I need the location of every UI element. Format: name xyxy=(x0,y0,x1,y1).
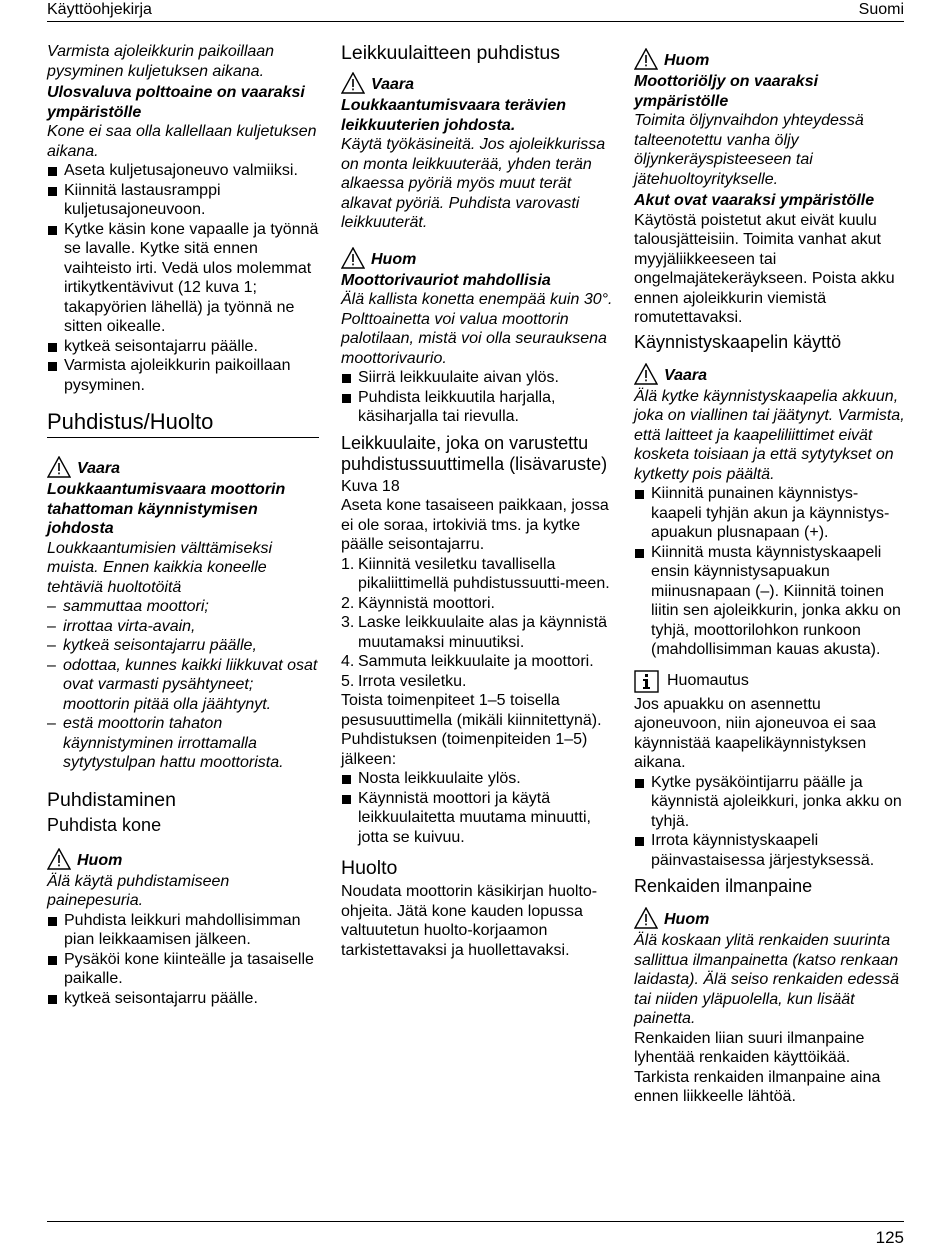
list-item: Pysäköi kone kiinteälle ja tasaiselle paikalle. xyxy=(47,950,319,989)
danger-title: Loukkaantumisvaara terävien leikkuuterien johdosta. xyxy=(341,97,566,134)
list-item: Siirrä leikkuulaite aivan ylös. xyxy=(341,368,613,388)
battery-title: Akut ovat vaaraksi ympäristölle xyxy=(634,192,875,209)
note-label: Huom xyxy=(77,851,123,869)
repeat-text: Toista toimenpiteet 1–5 toisella pesusuuttimella (mikäli kiinnitettynä). xyxy=(341,692,602,729)
warning-triangle-icon xyxy=(634,363,658,385)
list-item xyxy=(341,594,613,614)
tire-text: Renkaiden liian suuri ilmanpaine lyhentää renkaiden käyttöikää. Tarkista renkaiden ilmanpaine aina ennen liikkeelle lähtöä. xyxy=(634,1029,881,1105)
list-item: Irrota käynnistyskaapeli päinvastaisessa järjestyksessä. xyxy=(634,831,906,870)
list-item: Puhdista leikkuri mahdollisimman pian leikkaamisen jälkeen. xyxy=(47,911,319,950)
list-item: Varmista ajoleikkurin paikoillaan pysyminen. xyxy=(47,356,319,395)
info-icon xyxy=(634,670,659,693)
danger-label: Vaara xyxy=(371,76,414,93)
list-item xyxy=(341,652,613,672)
note-title: Moottorivauriot mahdollisia xyxy=(341,271,551,289)
after-cleaning-text: Puhdistuksen (toimenpiteiden 1–5) jälkeen: xyxy=(341,731,588,768)
list-item: Käynnistä moottori ja käytä leikkuulaitetta muutama minuutti, jotta se kuivuu. xyxy=(341,789,613,848)
warning-triangle-icon xyxy=(47,848,71,870)
page-number: 125 xyxy=(875,1228,904,1247)
step-number: 4. xyxy=(341,653,355,670)
washer-text: Aseta kone tasaiseen paikkaan, jossa ei ole soraa, irtokiviä tms. ja kytke päälle seisontajarru. xyxy=(341,497,609,553)
figure-reference: Kuva 18 xyxy=(341,477,400,495)
step-number: 2. xyxy=(341,594,355,612)
step-number: 3. xyxy=(341,614,355,631)
danger-heading xyxy=(47,456,319,478)
info-heading xyxy=(634,670,906,693)
danger-heading xyxy=(634,363,906,385)
page-header xyxy=(47,0,904,22)
list-item: Kytke pysäköintijarru päälle ja käynnistä ajoleikkuri, jonka akku on tyhjä. xyxy=(634,773,906,832)
tire-note-text: Älä koskaan ylitä renkaiden suurinta sallittua ilmanpainetta (katso renkaan laidasta). Älä seiso renkaiden edessä tai niiden yläpuolella, kun lisäät painetta. xyxy=(634,932,900,1027)
list-item: Kiinnitä punainen käynnistys-kaapeli tyhjän akun ja käynnistys-apuakun plusnapaan (+). xyxy=(634,484,906,543)
jump-cable-title: Käynnistyskaapelin käyttö xyxy=(634,331,842,352)
info-text: Jos apuakku on asennettu ajoneuvoon, niin ajoneuvoa ei saa käynnistää kaapelikäynnistyksen aikana. xyxy=(634,695,876,771)
list-item: – odottaa, kunnes kaikki liikkuvat osat ovat varmasti pysähtyneet; moottorin pitää olla jäähtynyt. xyxy=(47,656,319,715)
step-number: 1. xyxy=(341,555,355,573)
list-item: – sammuttaa moottori; xyxy=(47,597,319,617)
step-text: Irrota vesiletku. xyxy=(358,672,467,690)
footer-divider xyxy=(47,1221,904,1222)
danger-text: Käytä työkäsineitä. Jos ajoleikkurissa on monta leikkuuterää, yhden terän alkaessa pyöriä myös muut terät alkavat pyöriä. Puhdista varovasti leikkuuterät. xyxy=(341,136,606,231)
fuel-warning-text: Kone ei saa olla kallellaan kuljetuksen aikana. xyxy=(47,123,317,160)
oil-title: Moottoriöljy on vaaraksi ympäristölle xyxy=(634,73,819,110)
list-item: Kiinnitä musta käynnistyskaapeli ensin käynnistysapuakun miinusnapaan (–). Kiinnitä toinen liitin sen ajoleikkurin, jonka akku on tyhjä, moottorilohkon runkoon (mahdollisimman kauas akusta). xyxy=(634,543,906,660)
warning-triangle-icon xyxy=(634,907,658,929)
warning-triangle-icon xyxy=(341,247,365,269)
note-label: Huom xyxy=(664,52,710,69)
clean-list xyxy=(47,911,319,1009)
warning-triangle-icon xyxy=(341,72,365,94)
list-item: Kytke käsin kone vapaalle ja työnnä se lavalle. Kytke sitä ennen vaihteisto irti. Vedä ulos molemmat irtikytkentävivut (12 kuva 1; takapyörien lähellä) ja työnnä ne sitten oikealle. xyxy=(47,220,319,337)
section-title-cleaning-maintenance: Puhdistus/Huolto xyxy=(47,409,319,438)
list-item: kytkeä seisontajarru päälle. xyxy=(47,337,319,357)
note-heading xyxy=(634,907,906,929)
service-title: Huolto xyxy=(341,857,398,879)
transport-list xyxy=(47,161,319,395)
step-text: Kiinnitä vesiletku tavallisella pikaliittimellä puhdistussuutti-meen. xyxy=(358,555,610,592)
cleaning-title: Puhdistaminen xyxy=(47,788,176,811)
info-label: Huomautus xyxy=(667,672,749,690)
note-heading xyxy=(634,48,906,70)
after-cleaning-list xyxy=(341,769,613,847)
fuel-warning-title: Ulosvaluva polttoaine on vaaraksi ympäristölle xyxy=(47,84,305,121)
danger-text: Älä kytke käynnistyskaapelia akkuun, joka on viallinen tai jäätynyt. Varmista, että laitteet ja kaapeliliittimet eivät kosketa toisiaan ja että sytytykset on kytketty pois päältä. xyxy=(634,387,905,483)
step-text: Käynnistä moottori. xyxy=(358,594,495,612)
list-item: Kiinnitä lastausramppi kuljetusajoneuvoon. xyxy=(47,181,319,220)
language-label: Suomi xyxy=(858,1,904,18)
jump-cable-list xyxy=(634,484,906,660)
danger-label: Vaara xyxy=(664,366,707,384)
danger-text: Loukkaantumisien välttämiseksi muista. Ennen kaikkia koneelle tehtäviä huoltotöitä xyxy=(47,539,272,596)
step-text: Laske leikkuulaite alas ja käynnistä muutamaksi minuutiksi. xyxy=(358,614,608,651)
step-text: Sammuta leikkuulaite ja moottori. xyxy=(358,653,594,670)
note-text: Älä kallista konetta enempää kuin 30°. Polttoainetta voi valua moottorin palotilaan, mistä voi olla seurauksena moottorivaurio. xyxy=(341,291,613,367)
step-number: 5. xyxy=(341,672,355,690)
note-heading xyxy=(341,247,613,269)
washer-nozzle-title: Leikkuulaite, joka on varustettu puhdistussuuttimella (lisävaruste) xyxy=(341,432,608,474)
service-text: Noudata moottorin käsikirjan huolto-ohjeita. Jätä kone kauden lopussa valtuutetun huolto-korjaamon tarkistettavaksi ja huollettavaksi. xyxy=(341,883,598,959)
column-2 xyxy=(341,42,613,960)
list-item: Puhdista leikkuutila harjalla, käsiharjalla tai rievulla. xyxy=(341,388,613,427)
list-item xyxy=(341,555,613,594)
note-text: Älä käytä puhdistamiseen painepesuria. xyxy=(47,872,230,909)
washer-steps xyxy=(341,555,613,692)
safety-steps xyxy=(47,597,319,773)
warning-triangle-icon xyxy=(634,48,658,70)
warning-triangle-icon xyxy=(47,456,71,478)
manual-title: Käyttöohjekirja xyxy=(47,1,152,18)
oil-text: Toimita öljynvaihdon yhteydessä talteenotettu vanha öljy öljynkeräyspisteeseen tai jätehuoltoyritykselle. xyxy=(634,112,864,188)
list-item xyxy=(341,672,613,692)
transport-intro: Varmista ajoleikkurin paikoillaan pysyminen kuljetuksen aikana. xyxy=(47,43,275,80)
note-label: Huom xyxy=(664,911,710,928)
list-item: – estä moottorin tahaton käynnistyminen irrottamalla sytytystulpan hattu moottorista. xyxy=(47,714,319,773)
list-item: Nosta leikkuulaite ylös. xyxy=(341,769,613,789)
list-item: – irrottaa virta-avain, xyxy=(47,617,319,637)
battery-text: Käytöstä poistetut akut eivät kuulu talousjätteisiin. Toimita vanhat akut myyjäliikkeeseen tai ongelmajätekeräykseen. Poista akku ennen ajoleikkurin viemistä romutettavaksi. xyxy=(634,211,895,326)
list-item: – kytkeä seisontajarru päälle, xyxy=(47,636,319,656)
list-item: Aseta kuljetusajoneuvo valmiiksi. xyxy=(47,161,319,181)
note-label: Huom xyxy=(371,250,417,268)
note-heading xyxy=(47,848,319,870)
tire-pressure-title: Renkaiden ilmanpaine xyxy=(634,876,813,896)
info-list xyxy=(634,773,906,871)
clean-machine-title: Puhdista kone xyxy=(47,814,162,835)
list-item: kytkeä seisontajarru päälle. xyxy=(47,989,319,1009)
column-3 xyxy=(634,42,906,1107)
list-item xyxy=(341,613,613,652)
danger-label: Vaara xyxy=(77,460,120,477)
danger-title: Loukkaantumisvaara moottorin tahattoman käynnistymisen johdosta xyxy=(47,481,286,537)
column-1 xyxy=(47,42,319,1008)
deck-clean-list xyxy=(341,368,613,427)
mower-deck-cleaning-title: Leikkuulaitteen puhdistus xyxy=(341,42,560,64)
danger-heading xyxy=(341,72,613,94)
